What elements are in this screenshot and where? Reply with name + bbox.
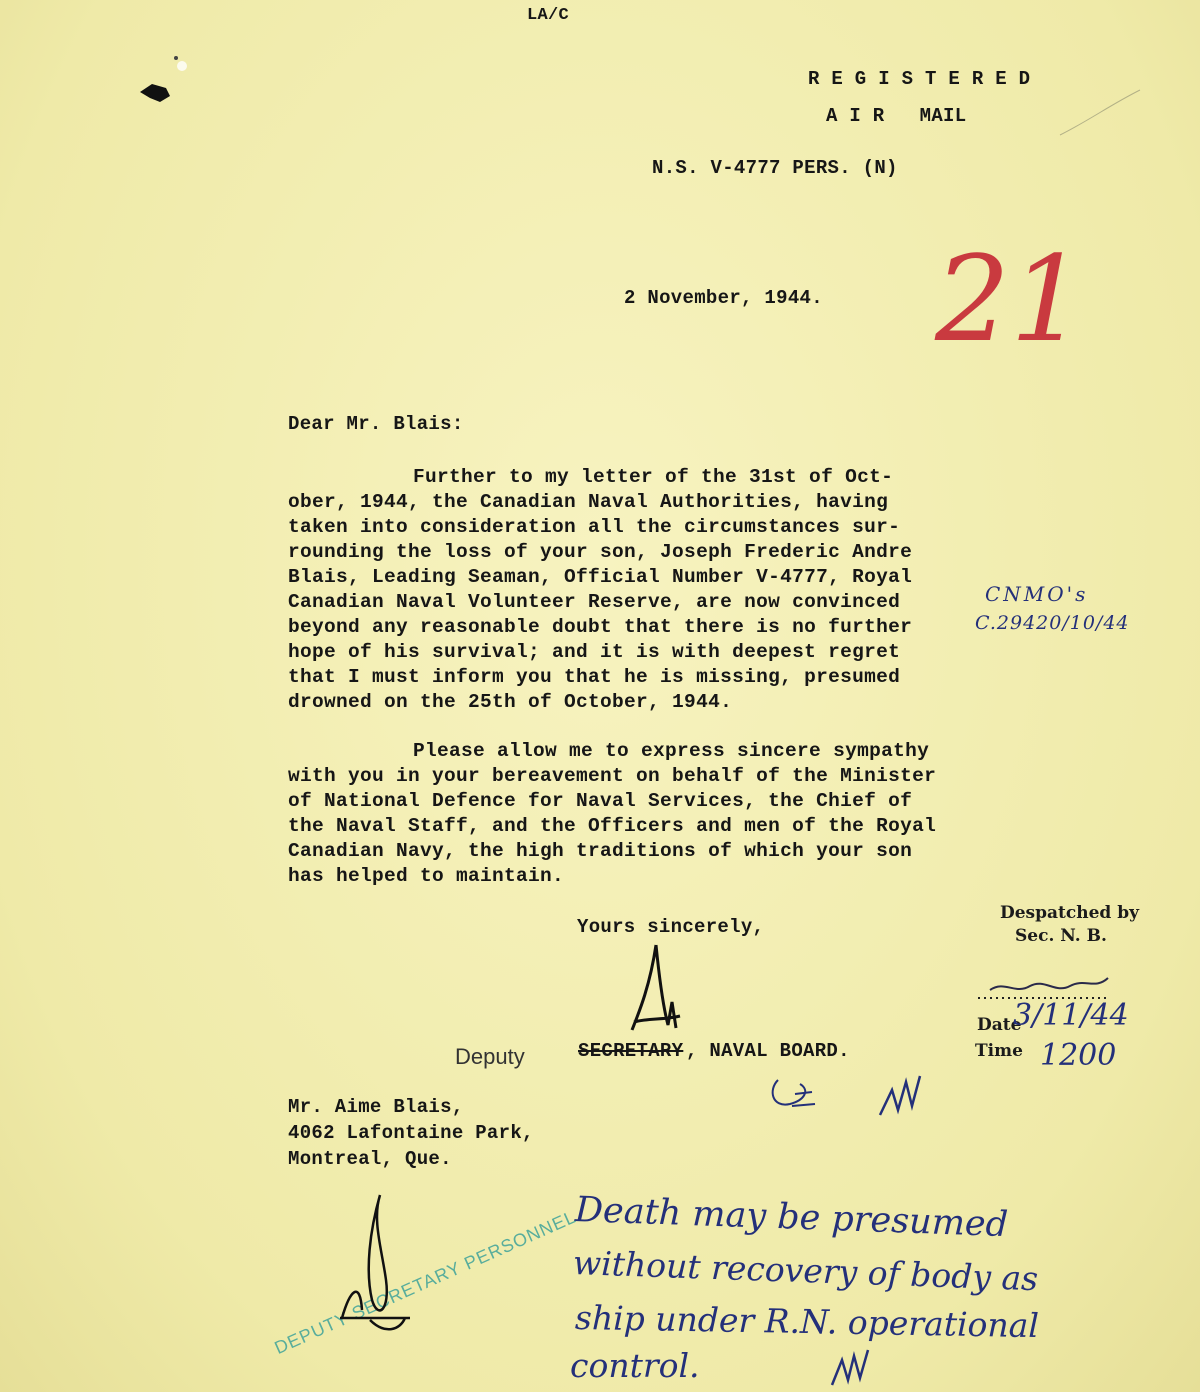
margin-note-line1: CNMO's [985, 582, 1089, 606]
address-line: 4062 Lafontaine Park, [288, 1122, 534, 1144]
letter-date: 2 November, 1944. [624, 287, 823, 309]
paragraph2-line: has helped to maintain. [288, 865, 565, 887]
personnel-stamp: DEPUTY SECRETARY PERSONNEL [271, 1206, 580, 1359]
margin-note-line2: C.29420/10/44 [975, 612, 1130, 634]
closing: Yours sincerely, [577, 916, 765, 938]
address-line: Montreal, Que. [288, 1148, 452, 1170]
paragraph2-line: with you in your bereavement on behalf of the Minister [288, 765, 937, 787]
naval-board-initials [880, 1076, 920, 1115]
despatch-time-label: Time [975, 1041, 1023, 1061]
handwritten-note-line: control. [570, 1346, 700, 1385]
paragraph1-line: taken into consideration all the circumstances sur- [288, 516, 901, 538]
secretary-signature [632, 945, 680, 1030]
personnel-signature [340, 1195, 410, 1329]
paragraph1-line: that I must inform you that he is missing, presumed [288, 666, 901, 688]
paragraph2-line: Please allow me to express sincere sympathy [413, 740, 930, 762]
file-number: N.S. V-4777 PERS. (N) [652, 157, 898, 179]
handwritten-note-line: ship under R.N. operational [574, 1298, 1040, 1346]
paragraph1-line: drowned on the 25th of October, 1944. [288, 691, 733, 713]
despatch-initials [990, 978, 1108, 990]
file-reference: LA/C [527, 6, 570, 25]
naval-board-initials [773, 1080, 815, 1106]
despatch-stamp-title: Despatched by [1000, 903, 1139, 923]
secretary-struck: SECRETARY [578, 1040, 684, 1062]
naval-board-title: , NAVAL BOARD. [686, 1040, 850, 1062]
paragraph2-line: Canadian Navy, the high traditions of which your son [288, 840, 913, 862]
folio-number: 21 [935, 230, 1086, 368]
registered-label: R E G I S T E R E D [808, 68, 1031, 90]
paragraph1-line: Canadian Naval Volunteer Reserve, are now convinced [288, 591, 901, 613]
handwritten-note-line: Death may be presumed [574, 1190, 1009, 1246]
handwritten-note-line: without recovery of body as [572, 1243, 1039, 1299]
paragraph1-line: ober, 1944, the Canadian Naval Authorities, having [288, 491, 889, 513]
paragraph1-line: beyond any reasonable doubt that there is no further [288, 616, 913, 638]
despatch-date-value: 3/11/44 [1013, 998, 1129, 1033]
despatch-stamp-office: Sec. N. B. [1015, 926, 1107, 946]
note-initials [832, 1350, 868, 1385]
deputy-insert: Deputy [455, 1044, 525, 1069]
despatch-time-value: 1200 [1040, 1038, 1117, 1073]
air-mail-label: A I R MAIL [826, 105, 967, 127]
paragraph1-line: Further to my letter of the 31st of Oct- [413, 466, 894, 488]
address-line: Mr. Aime Blais, [288, 1096, 464, 1118]
despatch-date-label: Date [977, 1015, 1022, 1035]
paragraph2-line: of National Defence for Naval Services, the Chief of [288, 790, 913, 812]
paragraph1-line: hope of his survival; and it is with deepest regret [288, 641, 901, 663]
paragraph2-line: the Naval Staff, and the Officers and men of the Royal [288, 815, 937, 837]
paragraph1-line: rounding the loss of your son, Joseph Frederic Andre [288, 541, 913, 563]
paragraph1-line: Blais, Leading Seaman, Official Number V-4777, Royal [288, 566, 913, 588]
salutation: Dear Mr. Blais: [288, 413, 464, 435]
